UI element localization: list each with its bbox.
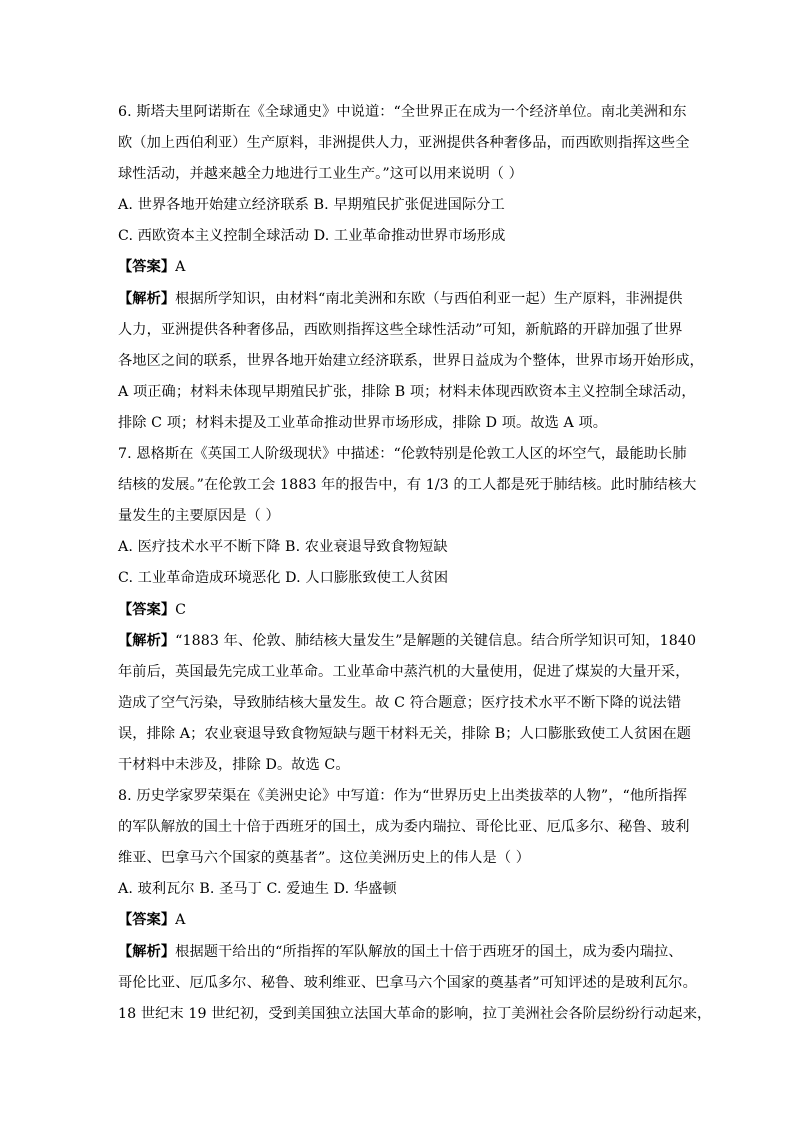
question-6-analysis-line-3: 各地区之间的联系，世界各地开始建立经济联系，世界日益成为个整体，世界市场开始形成， (118, 352, 704, 369)
analysis-text: 根据所学知识，由材料“南北美洲和东欧（与西伯利亚一起）生产原料，非洲提供 (175, 290, 683, 307)
analysis-text: “1883 年、伦敦、肺结核大量发生”是解题的关键信息。结合所学知识可知，1840 (175, 632, 697, 649)
analysis-label: 【解析】 (118, 290, 176, 307)
question-7-analysis-line-3: 造成了空气污染，导致肺结核大量发生。故 C 符合题意；医疗技术水平不断下降的说法错 (118, 694, 682, 711)
question-7-answer (118, 595, 686, 626)
question-6-stem-line-3: 球性活动，并越来越全力地进行工业生产。”这可以用来说明（ ） (118, 166, 523, 183)
question-7-analysis-line-1 (118, 626, 697, 657)
question-7-stem-line-2: 结核的发展。”在伦敦工会 1883 年的报告中，有 1/3 的工人都是死于肺结核。此时肺结核大 (118, 477, 697, 494)
question-8-analysis-line-1 (118, 937, 686, 968)
analysis-label: 【解析】 (118, 632, 176, 649)
question-6 (118, 97, 704, 439)
analysis-text: 根据题干给出的“所指挥的军队解放的国土十倍于西班牙的国土，成为委内瑞拉、 (175, 943, 683, 960)
document-page (118, 97, 712, 1030)
answer-value: A (175, 259, 186, 276)
question-7-stem-line-1: 7. 恩格斯在《英国工人阶级现状》中描述：“伦敦特别是伦敦工人区的坏空气，最能助长肺 (118, 446, 687, 463)
question-8-options: A. 玻利瓦尔 B. 圣马丁 C. 爱迪生 D. 华盛顿 (118, 881, 397, 898)
question-7-options-cd: C. 工业革命造成环境恶化 D. 人口膨胀致使工人贫困 (118, 570, 449, 587)
question-7-analysis-line-2: 年前后，英国最先完成工业革命。工业革命中蒸汽机的大量使用，促进了煤炭的大量开采， (118, 663, 690, 680)
question-7 (118, 439, 697, 781)
question-8-analysis-line-3: 18 世纪末 19 世纪初，受到美国独立法国大革命的影响，拉丁美洲社会各阶层纷纷行动起来， (118, 1005, 712, 1022)
question-8-analysis-line-2: 哥伦比亚、厄瓜多尔、秘鲁、玻利维亚、巴拿马六个国家的奠基者”可知评述的是玻利瓦尔。 (118, 974, 697, 991)
question-6-analysis-line-5: 排除 C 项；材料未提及工业革命推动世界市场形成，排除 D 项。故选 A 项。 (118, 414, 608, 431)
question-8-answer (118, 905, 686, 936)
answer-label: 【答案】 (118, 912, 176, 929)
question-8-stem-line-3: 维亚、巴拿马六个国家的奠基者”。这位美洲历史上的伟人是（ ） (118, 850, 531, 867)
answer-label: 【答案】 (118, 259, 176, 276)
question-6-analysis-line-1 (118, 284, 686, 315)
question-6-options-cd: C. 西欧资本主义控制全球活动 D. 工业革命推动世界市场形成 (118, 228, 506, 245)
question-6-options-ab: A. 世界各地开始建立经济联系 B. 早期殖民扩张促进国际分工 (118, 197, 505, 214)
question-7-options-ab: A. 医疗技术水平不断下降 B. 农业衰退导致食物短缺 (118, 539, 448, 556)
question-7-analysis-line-4: 误，排除 A；农业衰退导致食物短缺与题干材料无关，排除 B；人口膨胀致使工人贫困在题 (118, 725, 692, 742)
question-7-stem-line-3: 量发生的主要原因是（ ） (118, 508, 280, 525)
question-8-stem-line-2: 的军队解放的国土十倍于西班牙的国土，成为委内瑞拉、哥伦比亚、厄瓜多尔、秘鲁、玻利 (118, 819, 690, 836)
question-6-analysis-line-2: 人力，亚洲提供各种奢侈品，西欧则指挥这些全球性活动”可知，新航路的开辟加强了世界 (118, 321, 683, 338)
question-8 (118, 781, 712, 1030)
answer-value: A (175, 912, 186, 929)
question-6-stem-line-2: 欧（加上西伯利亚）生产原料，非洲提供人力，亚洲提供各种奢侈品，而西欧则指挥这些全 (118, 135, 690, 152)
answer-value: C (175, 601, 187, 618)
question-6-answer (118, 252, 686, 283)
question-8-stem-line-1: 8. 历史学家罗荣渠在《美洲史论》中写道：作为“世界历史上出类拔萃的人物”，“他所指挥 (118, 788, 688, 805)
answer-label: 【答案】 (118, 601, 176, 618)
analysis-label: 【解析】 (118, 943, 176, 960)
question-6-stem-line-1: 6. 斯塔夫里阿诺斯在《全球通史》中说道：“全世界正在成为一个经济单位。南北美洲和东 (118, 104, 687, 120)
question-6-analysis-line-4: A 项正确；材料未体现早期殖民扩张，排除 B 项；材料未体现西欧资本主义控制全球活动， (118, 383, 696, 400)
question-7-analysis-line-5: 干材料中未涉及，排除 D。故选 C。 (118, 756, 350, 773)
